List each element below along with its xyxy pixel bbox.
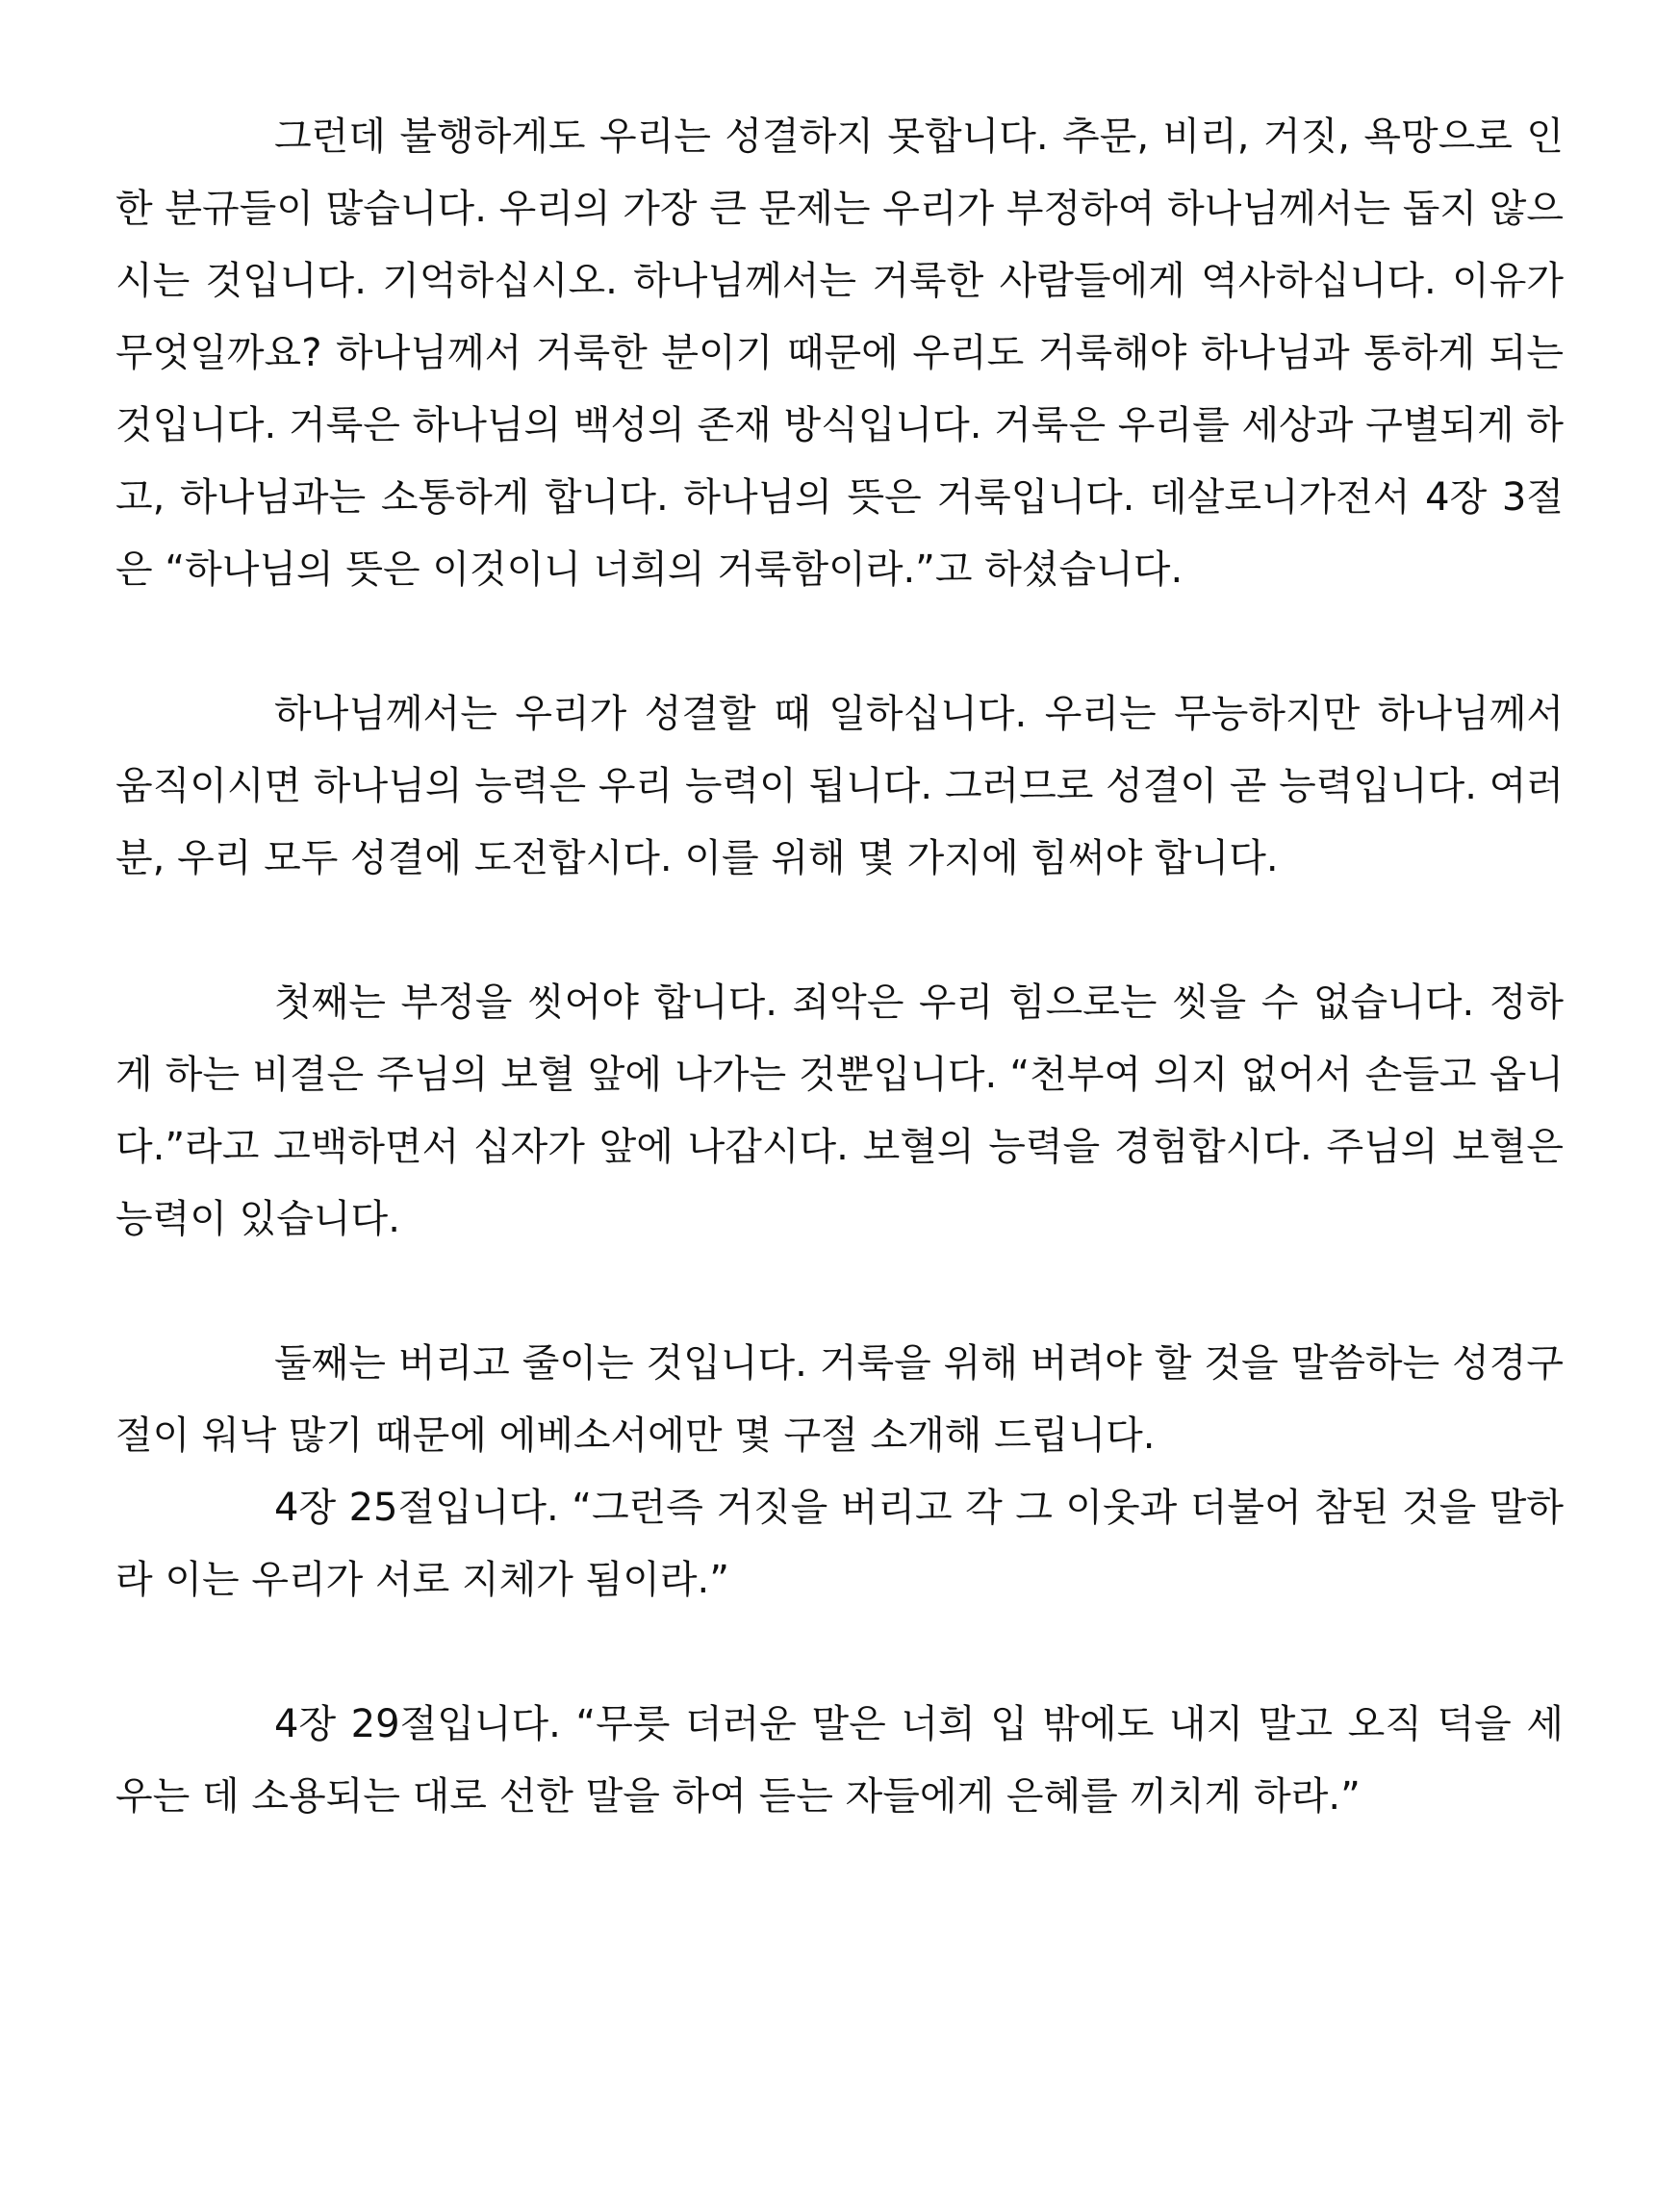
paragraph-verse-4-29: 4장 29절입니다. “무릇 더러운 말은 너희 입 밖에도 내지 말고 오직 덕을 세우는 데 소용되는 대로 선한 말을 하여 듣는 자들에게 은혜를 끼치게 하라.” (115, 1702, 1564, 1819)
paragraph-first-cleansing: 첫째는 부정을 씻어야 합니다. 죄악은 우리 힘으로는 씻을 수 없습니다. 정하게 하는 비결은 주님의 보혈 앞에 나가는 것뿐입니다. “천부여 의지 없어서 손들고 옵니다.”라고 고백하면서 십자가 앞에 나갑시다. 보혈의 능력을 경험합시다. 주님의 보혈은 능력이 있습니다. (115, 980, 1564, 1241)
paragraph-holiness-problem: 그런데 불행하게도 우리는 성결하지 못합니다. 추문, 비리, 거짓, 욕망으로 인한 분규들이 많습니다. 우리의 가장 큰 문제는 우리가 부정하여 하나님께서는 돕지 않으시는 것입니다. 기억하십시오. 하나님께서는 거룩한 사람들에게 역사하십니다. 이유가 무엇일까요? 하나님께서 거룩한 분이기 때문에 우리도 거룩해야 하나님과 통하게 되는 것입니다. 거룩은 하나님의 백성의 존재 방식입니다. 거룩은 우리를 세상과 구별되게 하고, 하나님과는 소통하게 합니다. 하나님의 뜻은 거룩입니다. 데살로니가전서 4장 3절은 “하나님의 뜻은 이것이니 너희의 거룩함이라.”고 하셨습니다. (115, 115, 1564, 592)
paragraph-verse-4-25: 4장 25절입니다. “그런즉 거짓을 버리고 각 그 이웃과 더불어 참된 것을 말하라 이는 우리가 서로 지체가 됨이라.” (115, 1486, 1564, 1602)
paragraph-holiness-power: 하나님께서는 우리가 성결할 때 일하십니다. 우리는 무능하지만 하나님께서 움직이시면 하나님의 능력은 우리 능력이 됩니다. 그러므로 성결이 곧 능력입니다. 여러분, 우리 모두 성결에 도전합시다. 이를 위해 몇 가지에 힘써야 합니다. (115, 692, 1564, 880)
document-page (115, 101, 1564, 1833)
paragraph-second-discarding: 둘째는 버리고 줄이는 것입니다. 거룩을 위해 버려야 할 것을 말씀하는 성경구절이 워낙 많기 때문에 에베소서에만 몇 구절 소개해 드립니다. (115, 1341, 1564, 1458)
